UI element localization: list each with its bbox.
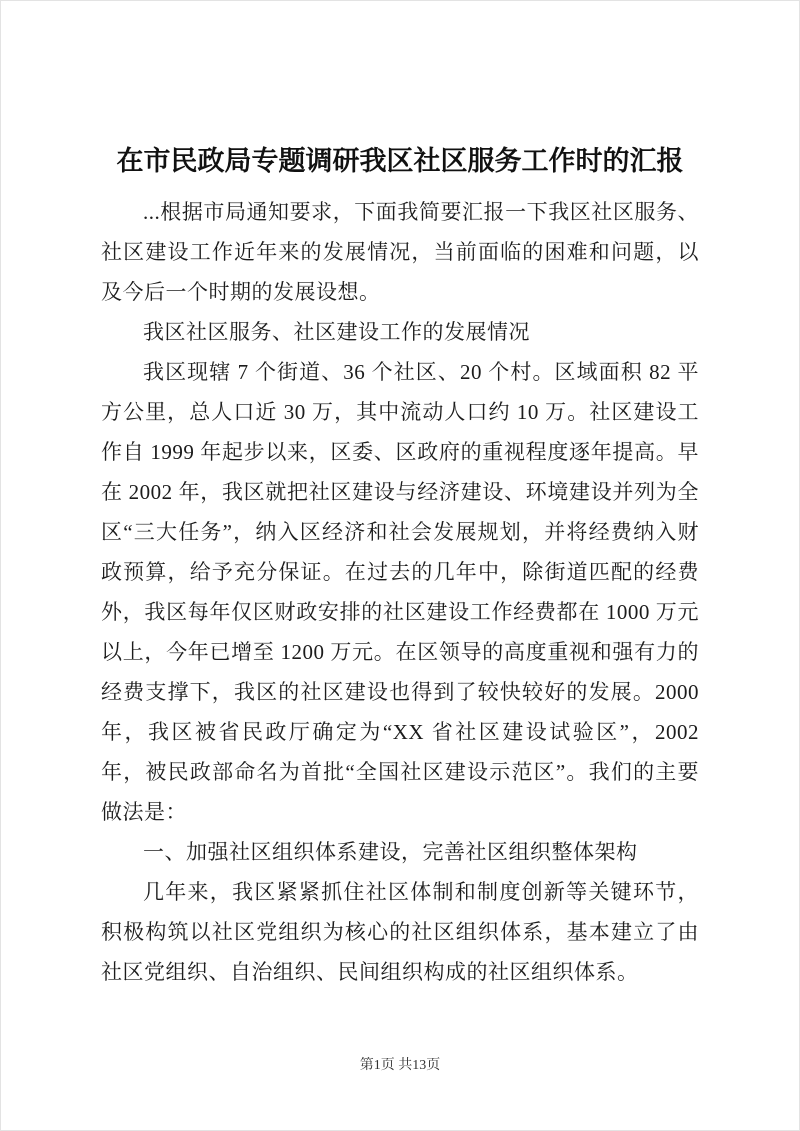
paragraph-overview: 我区现辖 7 个街道、36 个社区、20 个村。区域面积 82 平方公里，总人口近 30 万，其中流动人口约 10 万。社区建设工作自 1999 年起步以来，区委、区政府的重视程度逐年提高。早在 2002 年，我区就把社区建设与经济建设、环境建设并列为全区“三大任务”，纳入区经济和社会发展规划，并将经费纳入财政预算，给予充分保证。在过去的几年中，除街道匹配的经费外，我区每年仅区财政安排的社区建设工作经费都在 1000 万元以上，今年已增至 1200 万元。在区领导的高度重视和强有力的经费支撑下，我区的社区建设也得到了较快较好的发展。2000 年，我区被省民政厅确定为“XX 省社区建设试验区”，2002 年，被民政部命名为首批“全国社区建设示范区”。我们的主要做法是：: [101, 360, 699, 824]
paragraph-detail: 几年来，我区紧紧抓住社区体制和制度创新等关键环节，积极构筑以社区党组织为核心的社区组织体系，基本建立了由社区党组织、自治组织、民间组织构成的社区组织体系。: [101, 880, 699, 984]
document-title: 在市民政局专题调研我区社区服务工作时的汇报: [116, 146, 684, 176]
page-footer: [1, 1054, 799, 1074]
paragraph-intro: ...根据市局通知要求，下面我简要汇报一下我区社区服务、社区建设工作近年来的发展情况，当前面临的困难和问题，以及今后一个时期的发展设想。: [101, 200, 699, 304]
paragraph-section-heading: 我区社区服务、社区建设工作的发展情况: [143, 320, 530, 344]
page-number-label: 第1页 共13页: [359, 1058, 441, 1073]
paragraph-subheading-one: 一、加强社区组织体系建设，完善社区组织整体架构: [143, 840, 638, 864]
